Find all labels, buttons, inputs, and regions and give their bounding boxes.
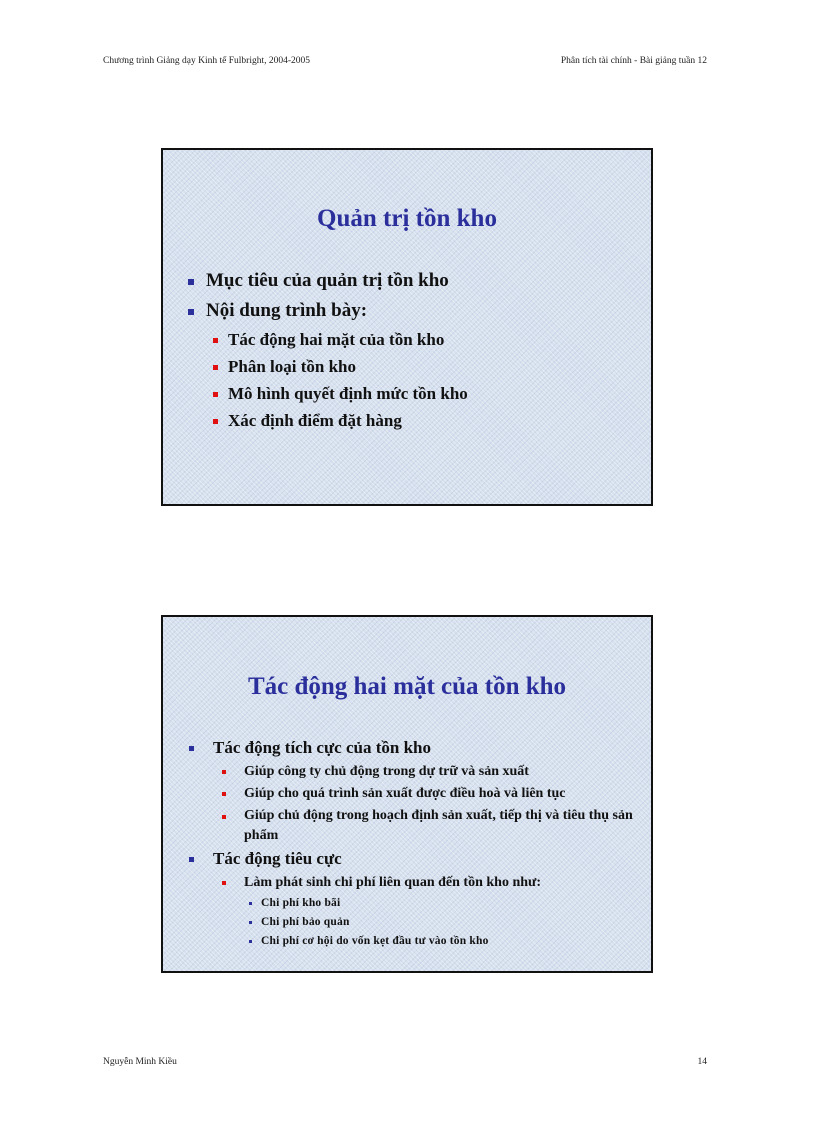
header-lecture-title: Phân tích tài chính - Bài giảng tuần 12	[560, 56, 707, 66]
slide-title: Quản trị tồn kho	[317, 205, 497, 232]
sub-bullet-list	[212, 326, 638, 434]
slide-title: Tác động hai mặt của tồn kho	[247, 673, 567, 700]
sub-list-item: Phân loại tồn kho	[212, 353, 638, 380]
bullet-list	[188, 735, 638, 951]
sub-bullet-list	[188, 761, 638, 846]
list-item-label: Tác động tiêu cực	[213, 849, 342, 868]
list-item	[188, 735, 638, 846]
list-item	[188, 846, 638, 951]
cost-item: Chi phí cơ hội do vốn kẹt đầu tư vào tồn kho	[261, 932, 638, 951]
sub-list-item: Giúp cho quá trình sản xuất được điều hoà và liên tục	[244, 783, 638, 805]
sub-list-item	[244, 872, 638, 951]
slide-two-sided-effects	[161, 615, 653, 973]
list-item-label: Nội dung trình bày:	[206, 300, 368, 321]
slide-inventory-management	[161, 148, 653, 506]
list-item-label: Tác động tích cực của tồn kho	[213, 738, 431, 757]
sub-list-item-label: Làm phát sinh chi phí liên quan đến tồn kho như:	[244, 875, 542, 890]
cost-item: Chi phí kho bãi	[261, 894, 638, 913]
cost-item: Chi phí bảo quản	[261, 913, 638, 932]
page-header	[103, 56, 707, 70]
cost-list	[188, 894, 638, 951]
sub-list-item: Giúp công ty chủ động trong dự trữ và sản xuất	[244, 761, 638, 783]
sub-list-item: Tác động hai mặt của tồn kho	[212, 326, 638, 353]
bullet-list	[188, 266, 638, 434]
sub-list-item: Xác định điểm đặt hàng	[212, 407, 638, 434]
sub-list-item: Mô hình quyết định mức tồn kho	[212, 380, 638, 407]
sub-list-item: Giúp chủ động trong hoạch định sản xuất, tiếp thị và tiêu thụ sản phẩm	[244, 806, 638, 846]
page-footer	[103, 1057, 707, 1071]
list-item	[188, 296, 638, 434]
header-course-title: Chương trình Giảng dạy Kinh tế Fulbright, 2004-2005	[103, 56, 311, 66]
page-number: 14	[697, 1057, 707, 1067]
list-item: Mục tiêu của quản trị tồn kho	[188, 266, 638, 296]
sub-bullet-list	[188, 872, 638, 951]
footer-author: Nguyễn Minh Kiều	[103, 1057, 177, 1067]
